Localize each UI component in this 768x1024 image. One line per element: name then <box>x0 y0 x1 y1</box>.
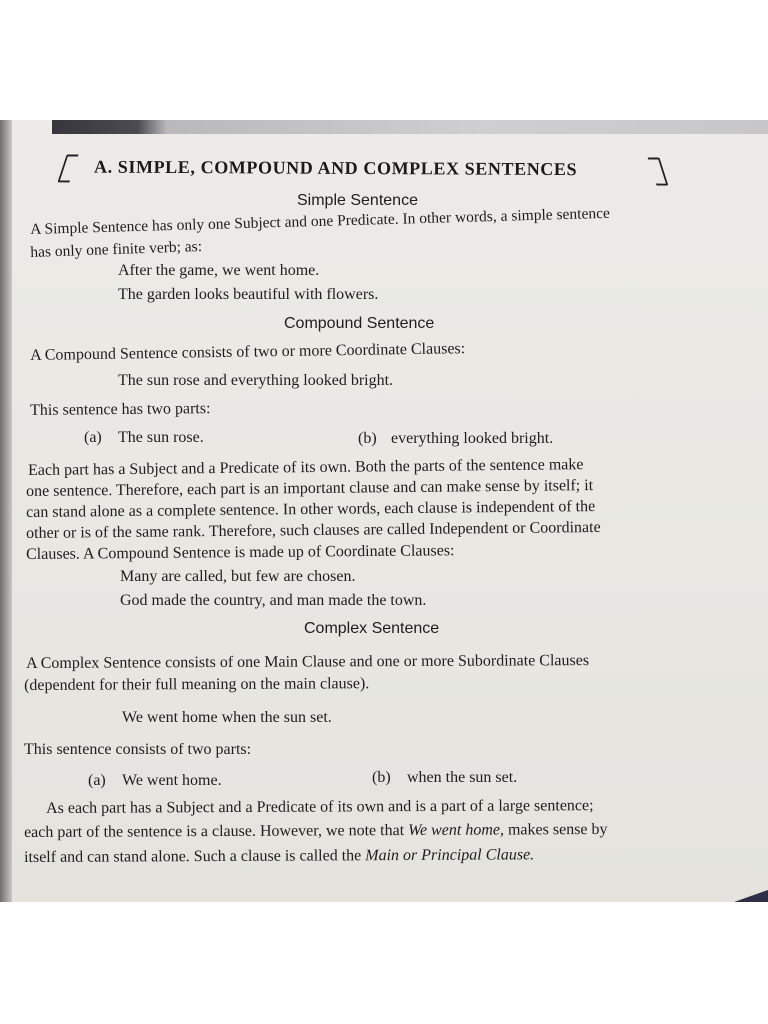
complex-sentence-title: Complex Sentence <box>304 620 440 637</box>
complex-intro-line-1: A Complex Sentence consists of one Main Clause and one or more Subordinate Clauses <box>26 652 590 672</box>
simple-body-line-1: A Simple Sentence has only one Subject and one Predicate. In other words, a simple sentence <box>30 204 611 238</box>
compound-example-2: God made the country, and man made the town. <box>120 592 427 609</box>
book-page <box>0 120 768 902</box>
compound-sentence-title: Compound Sentence <box>284 315 435 332</box>
compound-intro: A Compound Sentence consists of two or more Coordinate Clauses: <box>30 340 466 364</box>
section-heading-text: A. SIMPLE, COMPOUND AND COMPLEX SENTENCES <box>93 156 578 180</box>
section-heading <box>58 150 668 189</box>
compound-para-line-4: other or is of the same rank. Therefore, such clauses are called Independent or Coordinate <box>26 518 601 542</box>
complex-para-line-2-start: each part of the sentence is a clause. However, we note that <box>24 821 409 841</box>
compound-para-line-1: Each part has a Subject and a Predicate of its own. Both the parts of the sentence make <box>28 456 584 479</box>
complex-para-line-2 <box>24 820 608 843</box>
right-bracket-icon <box>648 157 669 185</box>
simple-example-2: The garden looks beautiful with flowers. <box>118 286 379 303</box>
complex-part-b: when the sun set. <box>407 769 518 786</box>
complex-para-line-3 <box>24 845 534 868</box>
compound-part-a-label: (a) <box>84 429 102 446</box>
compound-parts-intro: This sentence has two parts: <box>30 400 211 419</box>
compound-para-line-3: can stand alone as a complete sentence. In other words, each clause is independent of the <box>26 498 596 521</box>
complex-intro-line-2: (dependent for their full meaning on the main clause). <box>24 675 370 694</box>
compound-part-b: everything looked bright. <box>391 430 554 447</box>
complex-part-a: We went home. <box>122 772 222 789</box>
compound-para-line-5: Clauses. A Compound Sentence is made up of Coordinate Clauses: <box>26 542 455 563</box>
complex-para-line-2-end: makes sense by <box>503 820 608 839</box>
compound-part-b-label: (b) <box>358 430 377 447</box>
compound-part-a: The sun rose. <box>118 429 204 446</box>
complex-para-line-3-start: itself and can stand alone. Such a clause is called the <box>24 847 366 866</box>
compound-para-line-2: one sentence. Therefore, each part is an important clause and can make sense by itself; it <box>26 477 594 500</box>
compound-example-1: Many are called, but few are chosen. <box>120 568 356 585</box>
simple-sentence-title: Simple Sentence <box>297 192 418 209</box>
simple-body-line-2: has only one finite verb; as: <box>30 238 203 261</box>
complex-part-a-label: (a) <box>88 772 106 789</box>
complex-para-line-2-italic: We went home, <box>408 821 505 839</box>
complex-example: We went home when the sun set. <box>122 709 332 726</box>
complex-para-line-1: As each part has a Subject and a Predicate of its own and is a part of a large sentence; <box>46 797 594 817</box>
page-content <box>0 120 768 902</box>
complex-para-line-3-italic: Main or Principal Clause. <box>365 846 535 865</box>
left-bracket-icon <box>57 154 78 182</box>
complex-part-b-label: (b) <box>372 769 391 786</box>
complex-parts-intro: This sentence consists of two parts: <box>24 741 252 758</box>
simple-example-1: After the game, we went home. <box>118 262 320 279</box>
compound-example: The sun rose and everything looked bright. <box>118 372 394 389</box>
